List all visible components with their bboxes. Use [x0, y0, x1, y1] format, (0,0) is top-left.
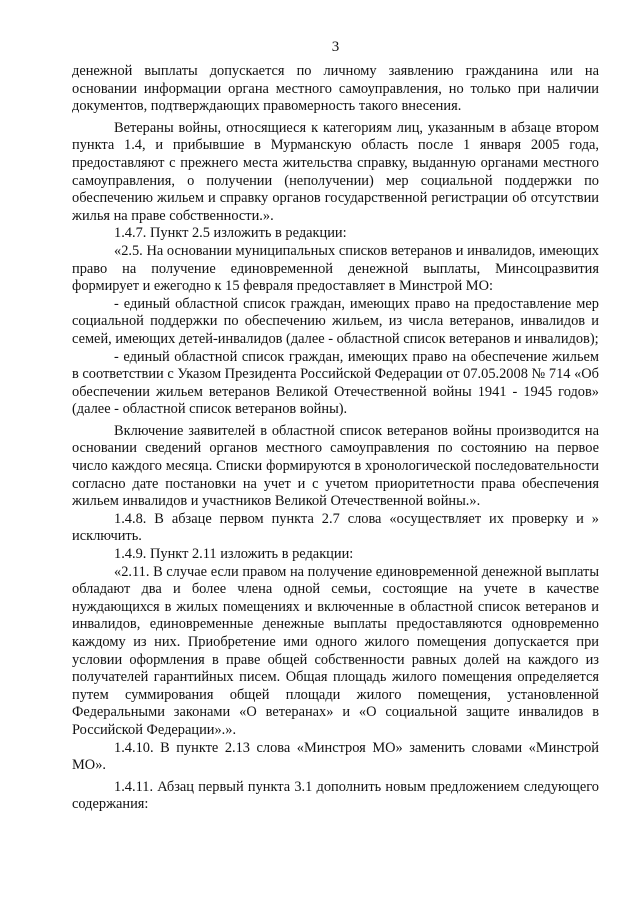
paragraph-quote-2-11: «2.11. В случае если правом на получение единовременной денежной выплаты обладают два и более члена одной семьи, состоящие на учете в качестве нуждающихся в жилых помещениях и включенные в областной список ветеранов и инвалидов, единовременные денежные выплаты предоставляются одновременно каждому из них. Приобретение ими одного жилого помещения допускается при условии оформления в праве общей собственности равных долей на каждого из получателей гарантийных писем. Общая площадь жилого помещения определяется путем суммирования общей площади жилого помещения, установленной Федеральными законами «О ветеранах» и «О социальной защите инвалидов в Российской Федерации».».	[72, 563, 599, 738]
page-number: 3	[331, 39, 340, 55]
paragraph-1-4-9: 1.4.9. Пункт 2.11 изложить в редакции:	[114, 546, 354, 563]
paragraph-continuation: денежной выплаты допускается по личному заявлению гражданина или на основании информации органа местного самоуправления, но только при наличии документов, подтверждающих правомерность такого внесения.	[72, 63, 599, 115]
paragraph-1-4-7: 1.4.7. Пункт 2.5 изложить в редакции:	[114, 225, 347, 242]
document-page	[72, 38, 599, 814]
paragraph-1-4-10: 1.4.10. В пункте 2.13 слова «Минстроя МО» заменить словами «Минстрой МО».	[72, 739, 599, 774]
list-item-regional-list-war-veterans: - единый областной список граждан, имеющих право на обеспечение жильем в соответствии с Указом Президента Российской Федерации от 07.05.2008 № 714 «Об обеспечении жильем ветеранов Великой Отечественной войны 1941 - 1945 годов» (далее - областной список ветеранов войны).	[72, 348, 599, 418]
paragraph-1-4-8: 1.4.8. В абзаце первом пункта 2.7 слова «осуществляет их проверку и » исключить.	[72, 510, 599, 545]
paragraph-veterans-arrived: Ветераны войны, относящиеся к категориям лиц, указанным в абзаце втором пункта 1.4, и прибывшие в Мурманскую область после 1 января 2005 года, предоставляют с прежнего места жительства справку, выданную органами местного самоуправления, о получении (неполучении) мер социальной поддержки по обеспечению жильем и справку органов государственной регистрации об отсутствии жилья на праве собственности.».	[72, 119, 599, 224]
paragraph-1-4-11: 1.4.11. Абзац первый пункта 3.1 дополнить новым предложением следующего содержания:	[72, 778, 599, 813]
list-item-regional-list-veterans-disabled: - единый областной список граждан, имеющих право на предоставление мер социальной поддержки по обеспечению жильем, из числа ветеранов, инвалидов и семей, имеющих детей-инвалидов (далее - областной список ветеранов и инвалидов);	[72, 295, 599, 347]
paragraph-quote-2-5: «2.5. На основании муниципальных списков ветеранов и инвалидов, имеющих право на получение единовременной денежной выплаты, Минсоцразвития формирует и ежегодно к 15 февраля предоставляет в Минстрой МО:	[72, 242, 599, 295]
paragraph-inclusion-applicants: Включение заявителей в областной список ветеранов войны производится на основании сведений органов местного самоуправления по состоянию на первое число каждого месяца. Списки формируются в хронологической последовательности согласно дате постановки на учет и с учетом приоритетности права обеспечения жильем инвалидов и участников Великой Отечественной войны.».	[72, 422, 599, 510]
